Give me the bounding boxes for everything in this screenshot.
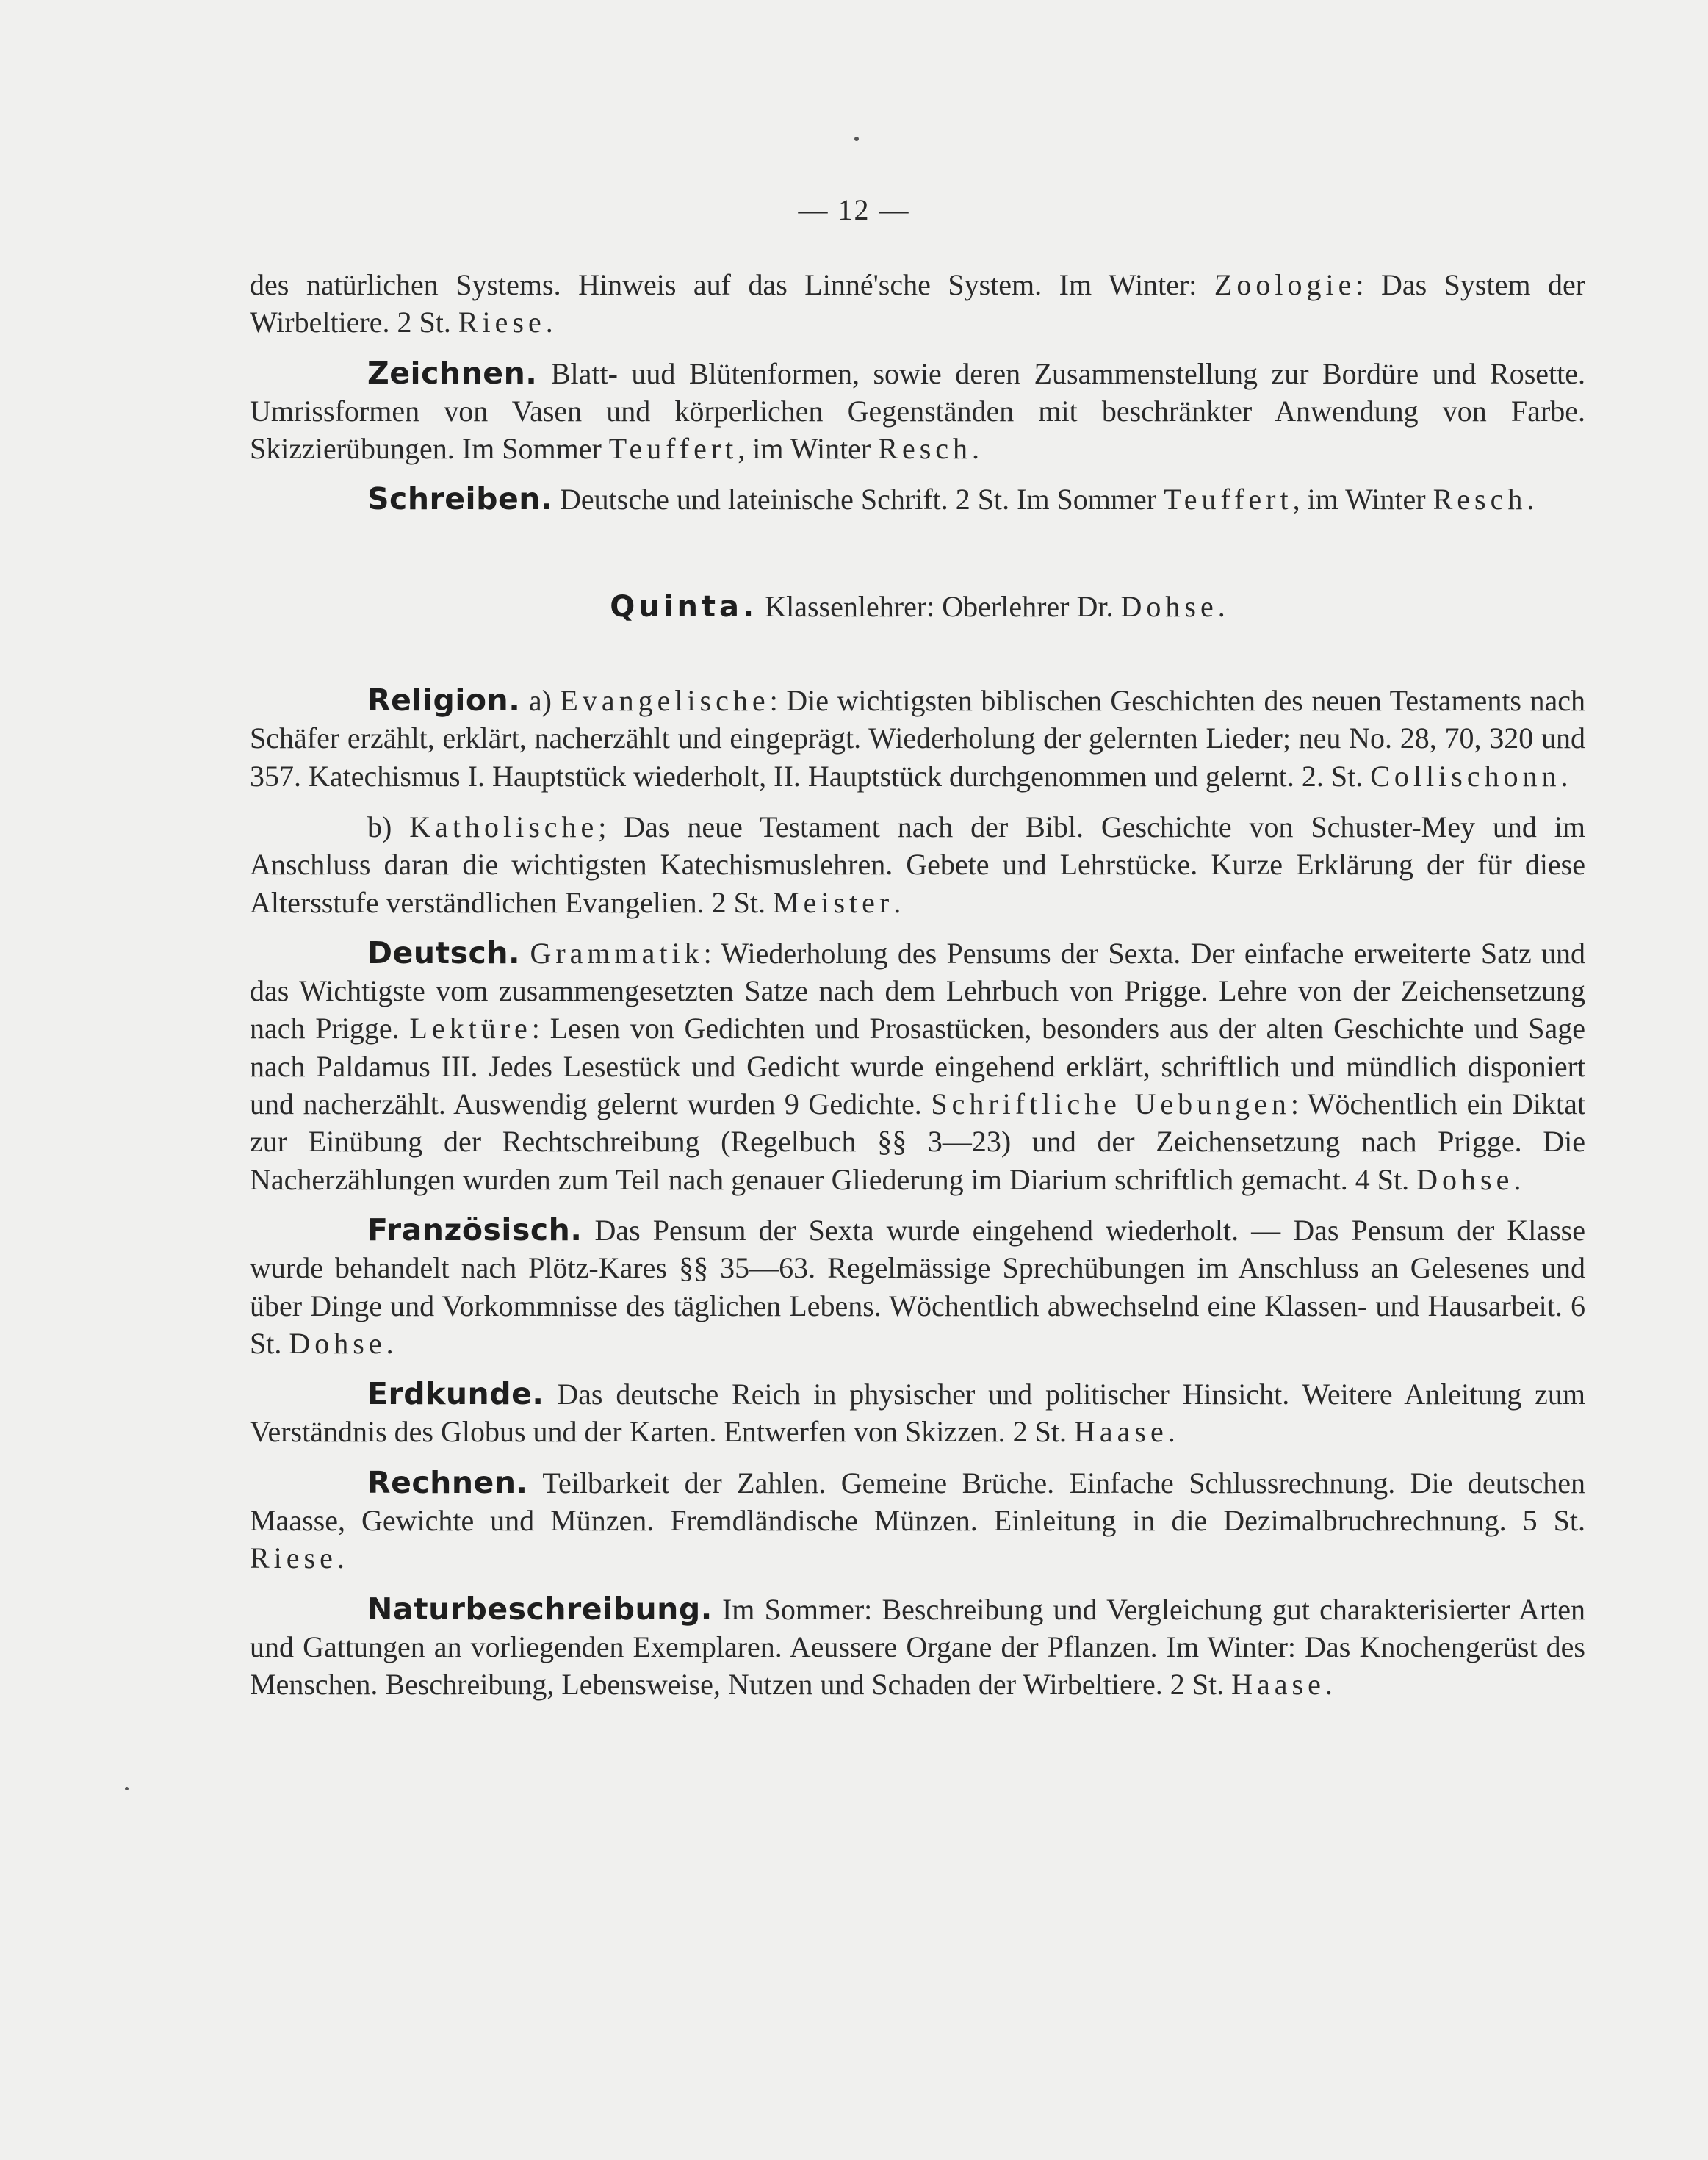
text-run: . [1167, 1415, 1175, 1449]
teacher-name: Meister [773, 885, 894, 919]
text-run: : Das System der Wirbeltiere. 2 St. [250, 268, 1586, 339]
text-run: . [1560, 759, 1568, 793]
text-run: Deutsche und lateinische Schrift. 2 St. Im Sommer [552, 483, 1164, 516]
paragraph-zeichnen [250, 355, 1585, 468]
section-heading: Zeichnen. [367, 355, 538, 391]
paragraph-religion-a [250, 682, 1585, 795]
paragraph-deutsch [250, 935, 1585, 1198]
text-run: Klassenlehrer: Oberlehrer Dr. [757, 589, 1121, 623]
spaced-term: Lektüre [409, 1012, 532, 1045]
text-run: : Lesen von Gedichten und Prosastücken, besonders aus der alten Geschichte und Sage nach Paldamus III. Jedes Lesestück und Gedicht wurde eingehend erklärt, schriftlich und mündlich disponiert und nacherzählt. Auswendig gelernt wurden 9 Gedichte. [250, 1012, 1585, 1121]
page-number: — 12 — [798, 193, 910, 226]
text-run: . [972, 432, 980, 466]
text-run: Das deutsche Reich in physischer und politischer Hinsicht. Weitere Anleitung zum Verständnis des Globus und der Karten. Entwerfen von Skizzen. 2 St. [250, 1378, 1585, 1449]
class-heading-quinta [250, 588, 1585, 626]
text-run: Im Sommer: Beschreibung und Vergleichung gut charakterisierter Arten und Gattungen an vorliegenden Exemplaren. Aeussere Organe der Pflanzen. Im Winter: Das Knochengerüst des Menschen. Beschreibung, Lebensweise, Nutzen und Schaden der Wirbeltiere. 2 St. [250, 1592, 1585, 1702]
text-run: b) [367, 810, 410, 843]
spaced-term: Zoologie [1214, 268, 1356, 301]
section-heading: Religion. [367, 683, 521, 719]
teacher-name: Haase [1074, 1415, 1168, 1449]
text-run: . [1513, 1162, 1521, 1196]
teacher-name: Dohse [289, 1326, 386, 1360]
text-run: Das Pensum der Sexta wurde eingehend wiederholt. — Das Pensum der Klasse wurde behandelt nach Plötz-Kares §§ 35—63. Regelmässige Sprechübungen im Anschluss an Gelesenes und über Dinge und Vorkommnisse des täglichen Lebens. Wöchentlich abwechselnd eine Klassen- und Hausarbeit. 6 St. [250, 1213, 1585, 1360]
teacher-name: Dohse [1416, 1162, 1514, 1196]
text-run: . [1325, 1668, 1333, 1702]
text-run: , im Winter [738, 432, 879, 466]
teacher-name: Dohse [1120, 589, 1218, 623]
text-run: . [1217, 589, 1225, 623]
section-heading: Erdkunde. [367, 1376, 544, 1412]
text-run: , im Winter [1292, 483, 1433, 516]
section-heading: Deutsch. [367, 935, 521, 971]
spaced-term: Schriftliche Uebungen [931, 1087, 1291, 1121]
text-run: : Die wichtigsten biblischen Geschichten des neuen Testaments nach Schäfer erzählt, erklärt, nacherzählt und eingeprägt. Wiederholung der gelernten Lieder; neu No. 28, 70, 320 und 357. Katechismus I. Hauptstück wiederholt, II. Hauptstück durchgenommen und gelernt. 2. St. [250, 684, 1585, 793]
paragraph-continuation [250, 266, 1585, 342]
spaced-term: Grammatik [530, 936, 704, 970]
teacher-name: Teuffert [608, 432, 738, 466]
text-run: Teilbarkeit der Zahlen. Gemeine Brüche. Einfache Schlussrechnung. Die deutschen Maasse, Gewichte und Münzen. Fremdländische Münzen. Einleitung in die Dezimalbruchrechnung. 5 St. [250, 1466, 1585, 1538]
text-run: Blatt- uud Blütenformen, sowie deren Zusammenstellung zur Bordüre und Rosette. Umrissformen von Vasen und körperlichen Gegenständen mit beschränkter Anwendung von Farbe. Skizzierübungen. Im Sommer [250, 356, 1585, 466]
scan-speck [854, 137, 859, 141]
class-title: Quinta. [610, 589, 758, 624]
teacher-name: Resch [878, 432, 973, 466]
paragraph-schreiben [250, 480, 1585, 518]
text-run [520, 937, 530, 970]
teacher-name: Resch [1433, 483, 1527, 516]
section-heading: Schreiben. [367, 481, 553, 517]
teacher-name: Collischonn [1370, 759, 1561, 793]
paragraph-naturbeschreibung [250, 1591, 1585, 1704]
section-heading: Rechnen. [367, 1464, 528, 1500]
text-run: des natürlichen Systems. Hinweis auf das Linné'sche System. Im Winter: [250, 268, 1214, 301]
paragraph-rechnen [250, 1464, 1585, 1577]
teacher-name: Teuffert [1164, 483, 1293, 516]
text-run: ; Das neue Testament nach der Bibl. Geschichte von Schuster-Mey und im Anschluss daran die wichtigsten Katechismuslehren. Gebete und Lehrstücke. Kurze Erklärung der für diese Altersstufe verständlichen Evangelien. 2 St. [250, 810, 1585, 919]
teacher-name: Haase [1231, 1668, 1325, 1702]
paragraph-religion-b [250, 808, 1585, 921]
text-run: : Wiederholung des Pensums der Sexta. Der einfache erweiterte Satz und das Wichtigste vom zusammengesetzten Satze nach dem Lehrbuch von Prigge. Lehre von der Zeichensetzung nach Prigge. [250, 936, 1586, 1045]
section-heading: Naturbeschreibung. [367, 1591, 713, 1627]
spaced-term: Katholische [409, 810, 599, 843]
text-run: . [893, 885, 901, 919]
paragraph-franzoesisch [250, 1212, 1585, 1362]
text-run: . [545, 306, 553, 339]
text-run: : Wöchentlich ein Diktat zur Einübung der Rechtschreibung (Regelbuch §§ 3—23) und der Zeichensetzung nach Prigge. Die Nacherzählungen wurden zum Teil nach genauer Gliederung im Diarium schriftlich gemacht. 4 St. [250, 1087, 1585, 1196]
spaced-term: Evangelische [560, 684, 770, 718]
section-heading: Französisch. [367, 1212, 583, 1248]
page-body [250, 266, 1585, 1704]
text-run: . [336, 1541, 345, 1575]
text-run: . [1527, 483, 1535, 516]
text-run: a) [520, 684, 561, 718]
paragraph-erdkunde [250, 1375, 1585, 1451]
teacher-name: Riese [250, 1541, 337, 1575]
scan-speck [125, 1787, 129, 1790]
text-run: . [386, 1326, 394, 1360]
teacher-name: Riese [458, 306, 546, 339]
